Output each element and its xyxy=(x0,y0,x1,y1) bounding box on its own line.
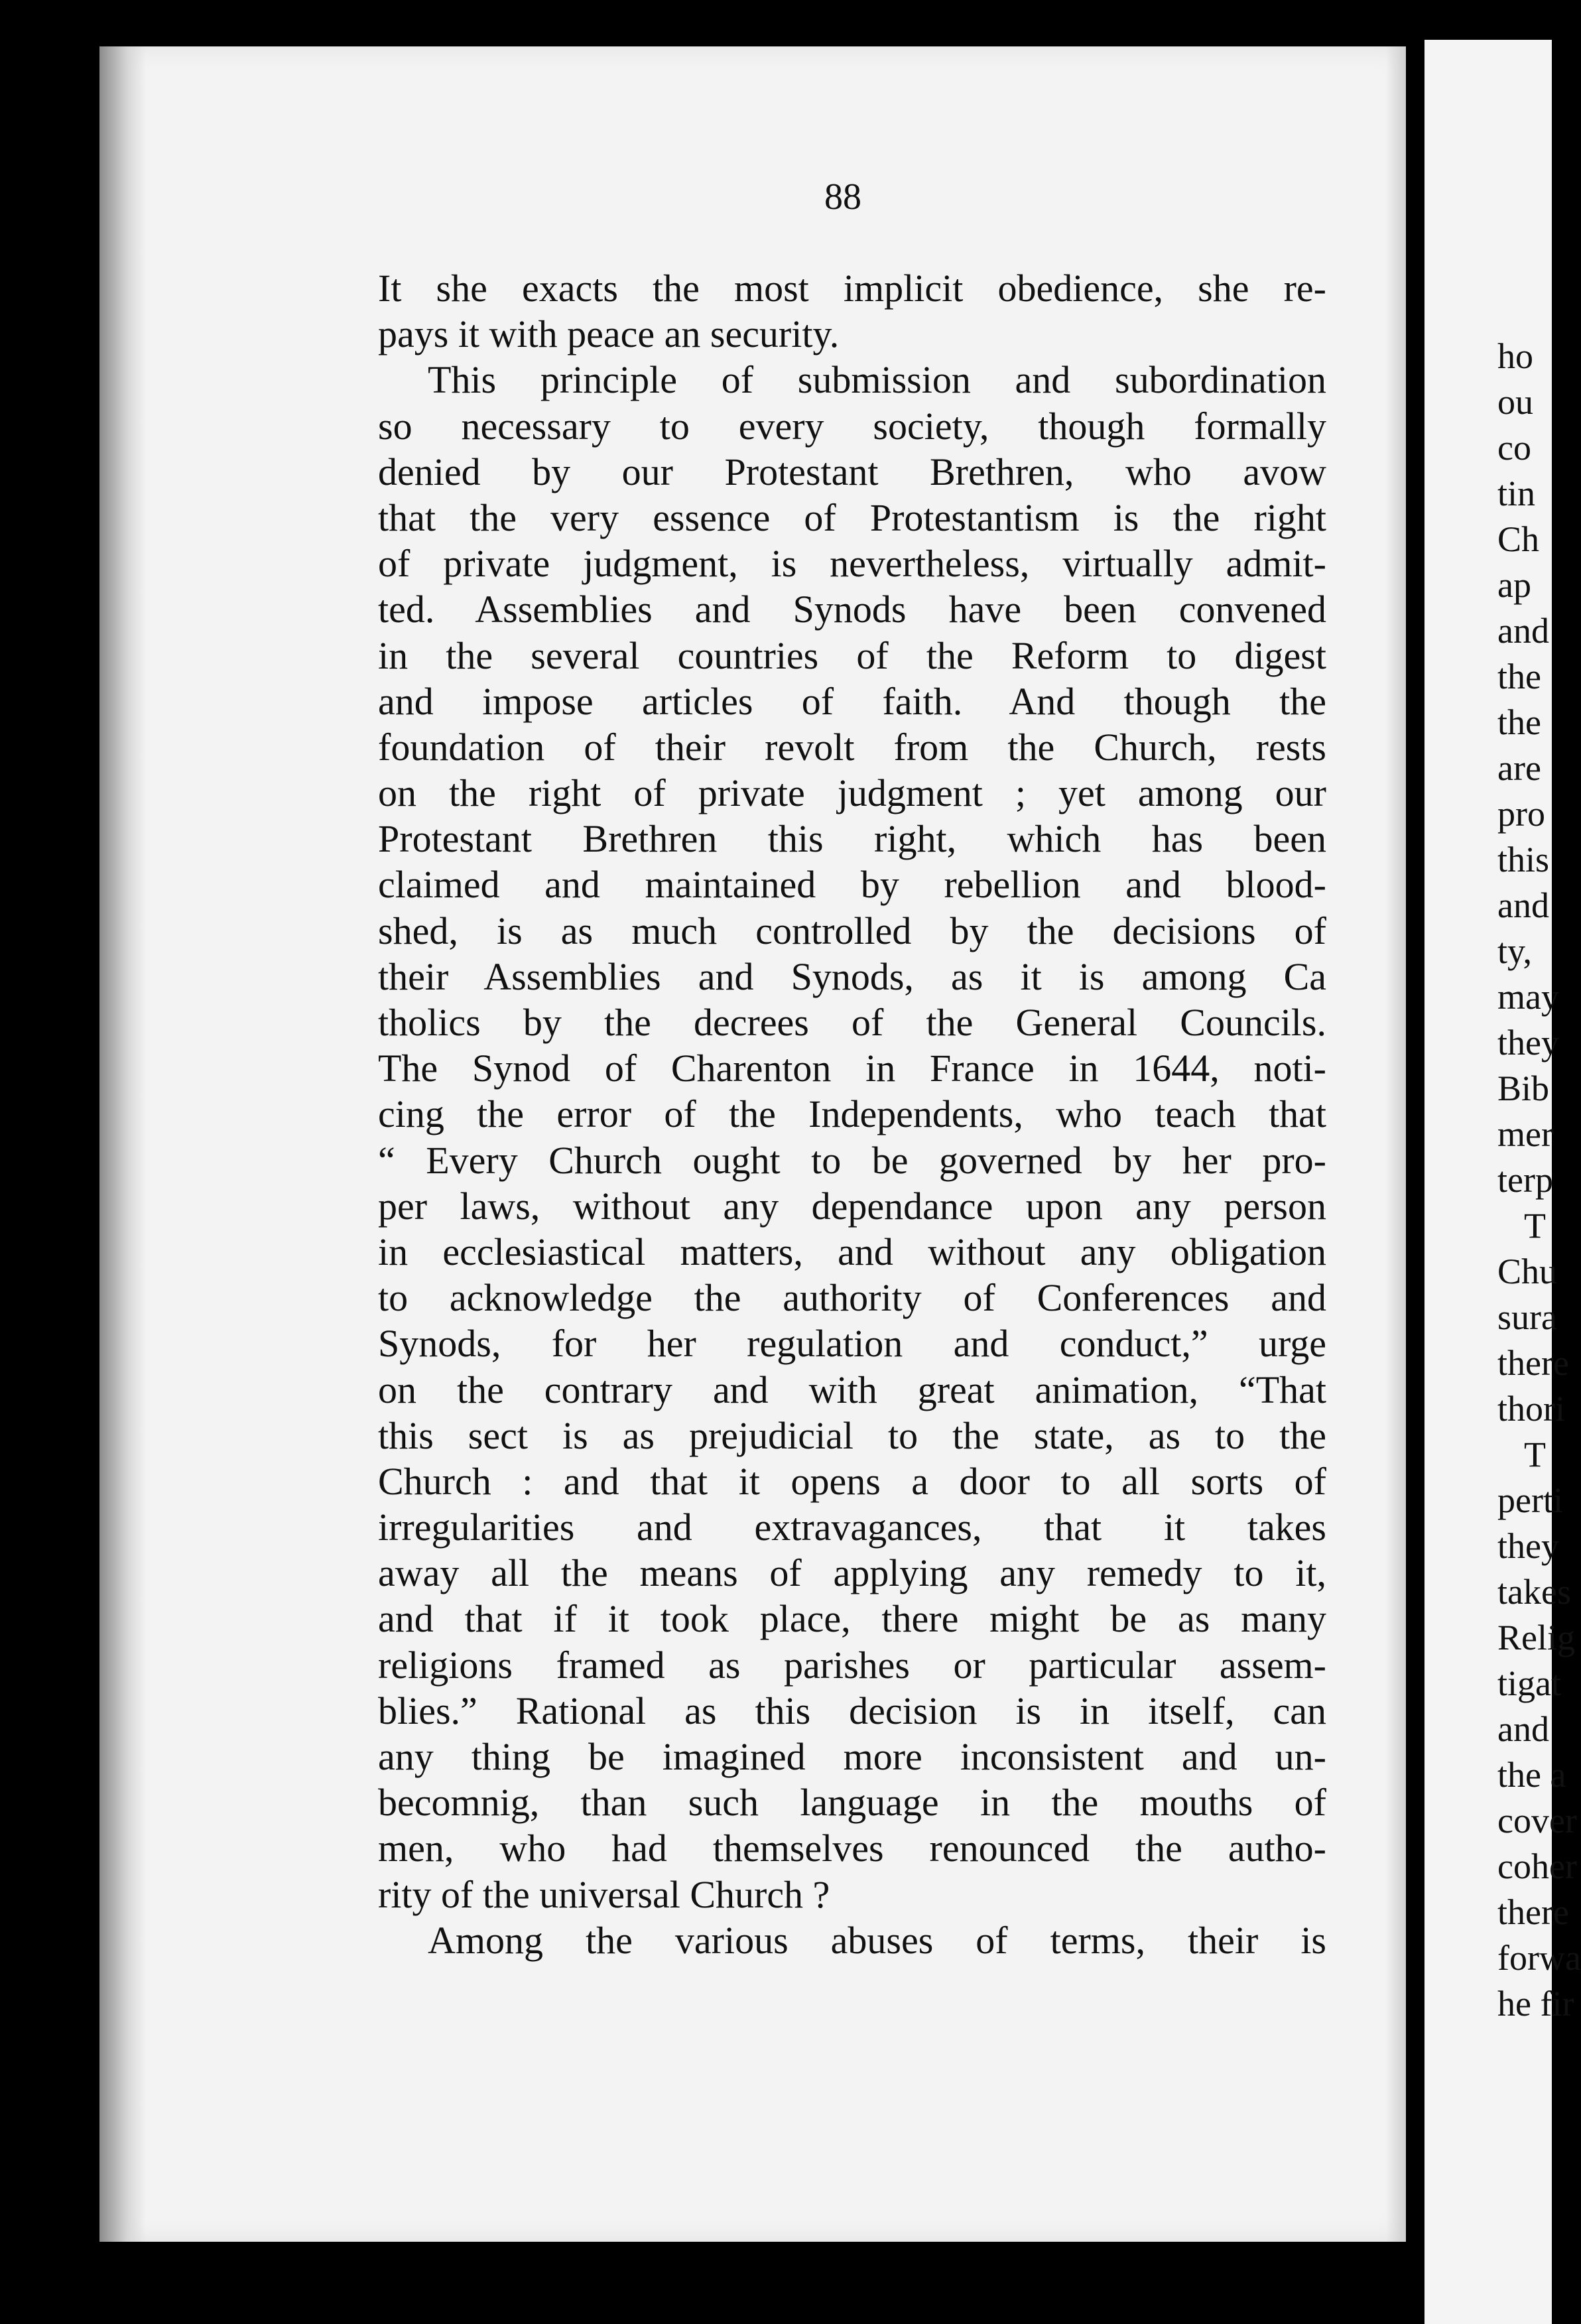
page-edge-shadow xyxy=(99,46,146,2242)
right-page-fragment: coher xyxy=(1497,1846,1577,1886)
text-line: away all the means of applying any remedy to it, xyxy=(378,1551,1326,1595)
text-line: on the contrary and with great animation, “That xyxy=(378,1368,1326,1411)
right-page-fragment: there xyxy=(1497,1343,1569,1383)
right-page-fragment: ap xyxy=(1497,565,1531,605)
right-page-fragment: takes xyxy=(1497,1572,1571,1612)
right-page-fragment: are xyxy=(1497,748,1541,788)
right-page-fragment: tigat xyxy=(1497,1663,1561,1703)
paragraph-start-line: Among the various abuses of terms, their is xyxy=(428,1918,1326,1962)
text-line: so necessary to every society, though formally xyxy=(378,404,1326,448)
right-page-fragment: the a xyxy=(1497,1755,1566,1795)
right-page-fragment: ou xyxy=(1497,382,1533,422)
text-line: ted. Assemblies and Synods have been convened xyxy=(378,588,1326,631)
text-line: claimed and maintained by rebellion and blood- xyxy=(378,863,1326,907)
text-line: their Assemblies and Synods, as it is among Ca xyxy=(378,954,1326,998)
text-line: and impose articles of faith. And though the xyxy=(378,679,1326,723)
text-line: cing the error of the Independents, who teach that xyxy=(378,1092,1326,1136)
right-page-fragment: they xyxy=(1497,1023,1559,1063)
right-page-fragment: Relig xyxy=(1497,1618,1575,1657)
right-page-fragment: ty, xyxy=(1497,931,1532,971)
text-line: The Synod of Charenton in France in 1644, noti- xyxy=(378,1047,1326,1090)
text-line: Synods, for her regulation and conduct,” urge xyxy=(378,1322,1326,1366)
text-line: tholics by the decrees of the General Councils. xyxy=(378,1001,1326,1044)
right-page-fragment: Chu xyxy=(1497,1252,1558,1291)
right-page-fragment: thori xyxy=(1497,1389,1565,1429)
text-line: pays it with peace an security. xyxy=(378,312,840,356)
book-gutter xyxy=(1406,46,1424,2275)
text-line: denied by our Protestant Brethren, who avow xyxy=(378,450,1326,493)
text-line: men, who had themselves renounced the autho- xyxy=(378,1827,1326,1870)
right-page-fragment: co xyxy=(1497,428,1531,468)
right-page-fragment: terp xyxy=(1497,1160,1553,1200)
text-line: Protestant Brethren this right, which has been xyxy=(378,817,1326,861)
text-line: of private judgment, is nevertheless, virtually admit- xyxy=(378,542,1326,586)
text-line: rity of the universal Church ? xyxy=(378,1872,830,1916)
right-page-fragment: Bib xyxy=(1497,1068,1550,1108)
right-page-fragment: T xyxy=(1524,1206,1546,1246)
text-line: foundation of their revolt from the Church, rests xyxy=(378,725,1326,769)
text-line: irregularities and extravagances, that it takes xyxy=(378,1506,1326,1549)
right-page-fragment: and xyxy=(1497,611,1549,651)
body-text xyxy=(378,265,1326,1963)
text-line: blies.” Rational as this decision is in itself, can xyxy=(378,1689,1326,1732)
right-page-fragment: the xyxy=(1497,657,1541,696)
right-page-fragment: forwa xyxy=(1497,1938,1581,1978)
right-page-fragment: mer xyxy=(1497,1114,1553,1154)
right-page-fragment: tin xyxy=(1497,474,1536,513)
right-page-fragment: may xyxy=(1497,977,1559,1017)
right-page-fragment: Ch xyxy=(1497,519,1540,559)
right-page-fragment: this xyxy=(1497,840,1550,879)
text-line: any thing be imagined more inconsistent and un- xyxy=(378,1735,1326,1778)
right-page-fragment: sura xyxy=(1497,1297,1557,1337)
text-line: that the very essence of Protestantism is the right xyxy=(378,495,1326,539)
right-page-fragment: ho xyxy=(1497,336,1533,376)
text-line: in ecclesiastical matters, and without any obligation xyxy=(378,1230,1326,1273)
text-line: in the several countries of the Reform to digest xyxy=(378,633,1326,677)
text-line: It she exacts the most implicit obedience, she re- xyxy=(378,267,1326,310)
right-page-fragment: pro xyxy=(1497,794,1545,834)
text-line: per laws, without any dependance upon any person xyxy=(378,1184,1326,1228)
right-page-partial xyxy=(1424,40,1581,2324)
right-page-fragment: cover xyxy=(1497,1801,1577,1840)
text-line: this sect is as prejudicial to the state, as to the xyxy=(378,1413,1326,1457)
right-page-fragment: he fir xyxy=(1497,1984,1574,2024)
right-page-fragment: and xyxy=(1497,885,1549,925)
right-page-fragment: they xyxy=(1497,1526,1559,1566)
text-line: on the right of private judgment ; yet among our xyxy=(378,771,1326,815)
text-line: becomnig, than such language in the mouths of xyxy=(378,1781,1326,1825)
text-line: religions framed as parishes or particular assem- xyxy=(378,1643,1326,1687)
text-line: and that if it took place, there might be as many xyxy=(378,1597,1326,1641)
text-line: to acknowledge the authority of Conferences and xyxy=(378,1276,1326,1320)
right-page-fragment: perti xyxy=(1497,1480,1563,1520)
right-page-fragment: there xyxy=(1497,1892,1569,1932)
text-line: shed, is as much controlled by the decisions of xyxy=(378,909,1326,952)
paragraph-start-line: This principle of submission and subordination xyxy=(428,358,1326,402)
right-page-fragment: T xyxy=(1524,1435,1546,1474)
text-line: Church : and that it opens a door to all sorts of xyxy=(378,1459,1326,1503)
page-gutter-shadow xyxy=(1386,46,1406,2242)
text-line: “ Every Church ought to be governed by her pro- xyxy=(378,1138,1326,1182)
right-page-fragment: and xyxy=(1497,1709,1549,1749)
page-number: 88 xyxy=(824,176,861,218)
right-page-fragment: the xyxy=(1497,702,1541,742)
